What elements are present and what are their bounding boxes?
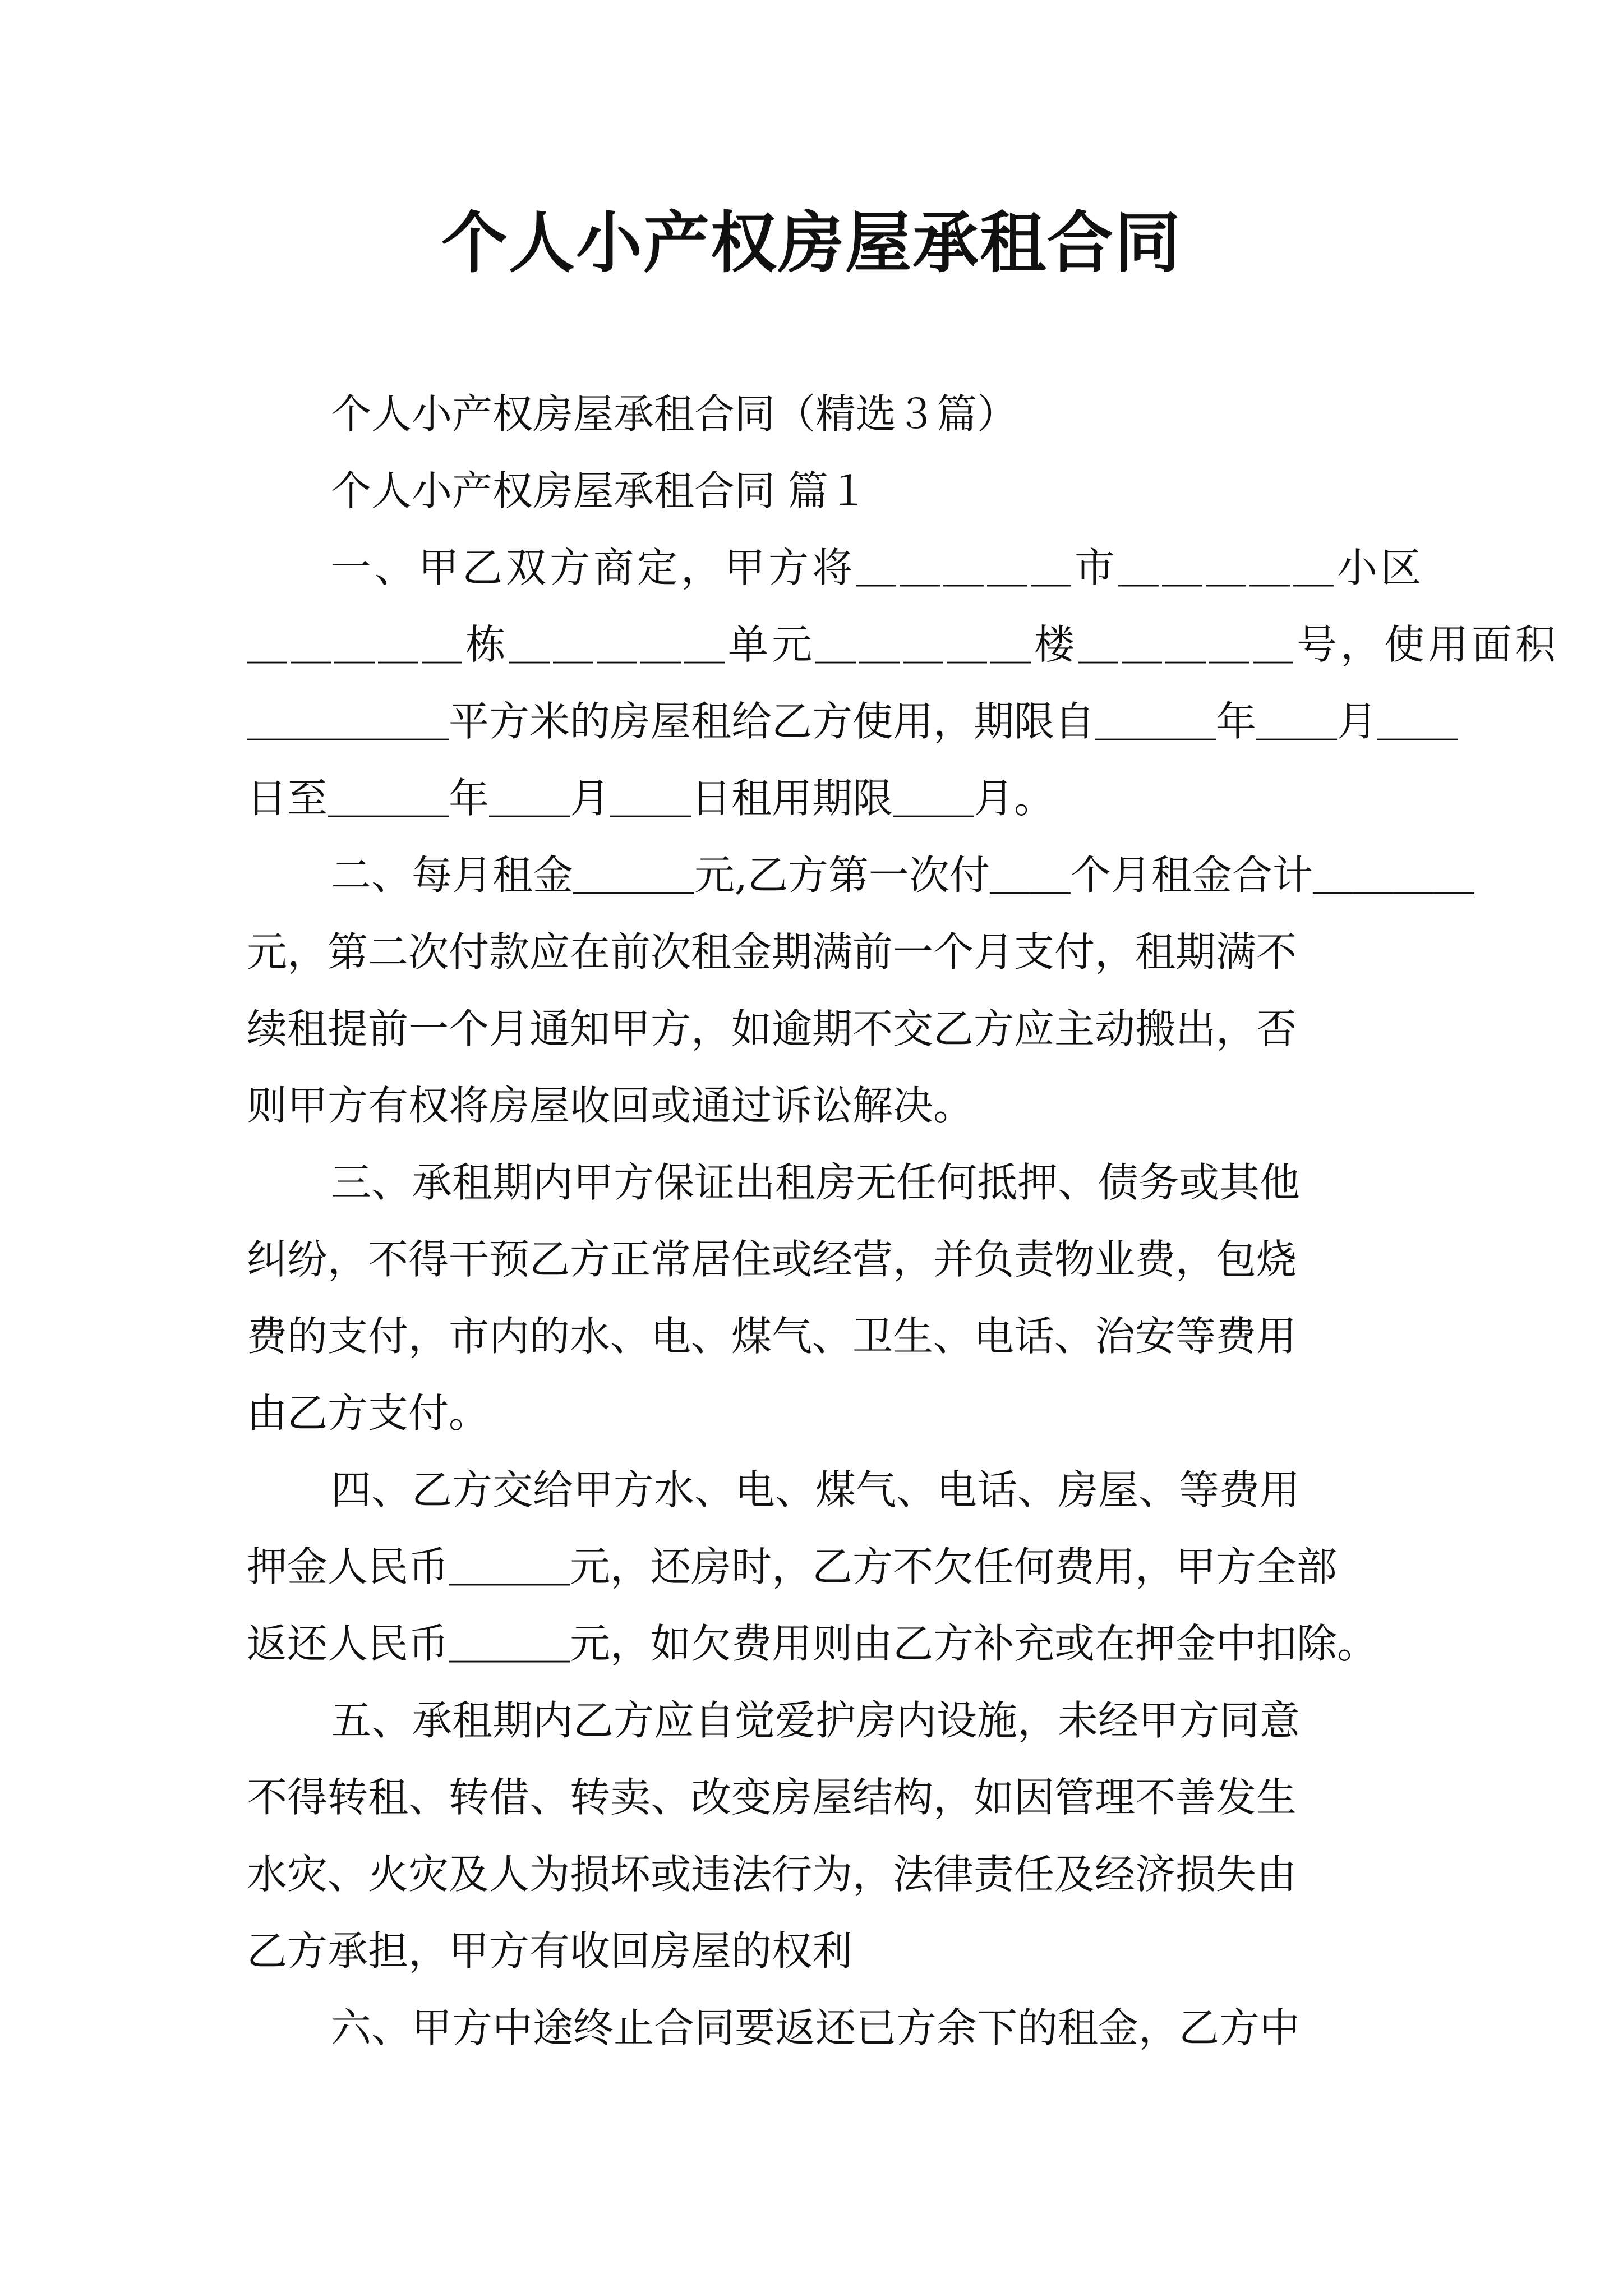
paragraph-line: 则甲方有权将房屋收回或通过诉讼解决。 bbox=[247, 1082, 974, 1129]
paragraph-line: 三、承租期内甲方保证出租房无任何抵押、债务或其他 bbox=[331, 1159, 1301, 1206]
paragraph-line: 不得转租、转借、转卖、改变房屋结构，如因管理不善发生 bbox=[247, 1774, 1297, 1821]
paragraph-line: 一、甲乙双方商定，甲方将＿＿＿＿＿市＿＿＿＿＿小区 bbox=[331, 544, 1425, 591]
paragraph-line: 四、乙方交给甲方水、电、煤气、电话、房屋、等费用 bbox=[331, 1466, 1301, 1513]
paragraph-line: 纠纷，不得干预乙方正常居住或经营，并负责物业费，包烧 bbox=[247, 1236, 1297, 1283]
paragraph-line: 水灾、火灾及人为损坏或违法行为，法律责任及经济损失由 bbox=[247, 1851, 1297, 1898]
paragraph-line: ＿＿＿＿＿平方米的房屋租给乙方使用，期限自＿＿＿年＿＿月＿＿ bbox=[247, 698, 1459, 745]
document-body bbox=[247, 376, 1560, 2067]
paragraph-line: 费的支付，市内的水、电、煤气、卫生、电话、治安等费用 bbox=[247, 1313, 1297, 1360]
document-subtitle: 个人小产权房屋承租合同（精选３篇） bbox=[331, 390, 1018, 438]
paragraph-line: 六、甲方中途终止合同要返还已方余下的租金，乙方中 bbox=[331, 2004, 1301, 2051]
paragraph-line: 续租提前一个月通知甲方，如逾期不交乙方应主动搬出，否 bbox=[247, 1005, 1297, 1052]
paragraph-line: 五、承租期内乙方应自觉爱护房内设施，未经甲方同意 bbox=[331, 1697, 1301, 1744]
paragraph-line: 日至＿＿＿年＿＿月＿＿日租用期限＿＿月。 bbox=[247, 775, 1055, 822]
paragraph-line: 二、每月租金＿＿＿元,乙方第一次付＿＿个月租金合计＿＿＿＿ bbox=[331, 852, 1474, 899]
paragraph-line: 返还人民币＿＿＿元，如欠费用则由乙方补充或在押金中扣除。 bbox=[247, 1620, 1378, 1667]
paragraph-line: 由乙方支付。 bbox=[247, 1389, 490, 1437]
paragraph-line: 乙方承担，甲方有收回房屋的权利 bbox=[247, 1927, 853, 1975]
paragraph-line: 元，第二次付款应在前次租金期满前一个月支付，租期满不 bbox=[247, 928, 1297, 976]
section-heading: 个人小产权房屋承租合同 篇１ bbox=[331, 467, 869, 514]
document-title: 个人小产权房屋承租合同 bbox=[441, 204, 1182, 282]
paragraph-line: 押金人民币＿＿＿元，还房时，乙方不欠任何费用，甲方全部 bbox=[247, 1543, 1338, 1590]
paragraph-line: ＿＿＿＿＿栋＿＿＿＿＿单元＿＿＿＿＿楼＿＿＿＿＿号，使用面积 bbox=[247, 621, 1560, 668]
